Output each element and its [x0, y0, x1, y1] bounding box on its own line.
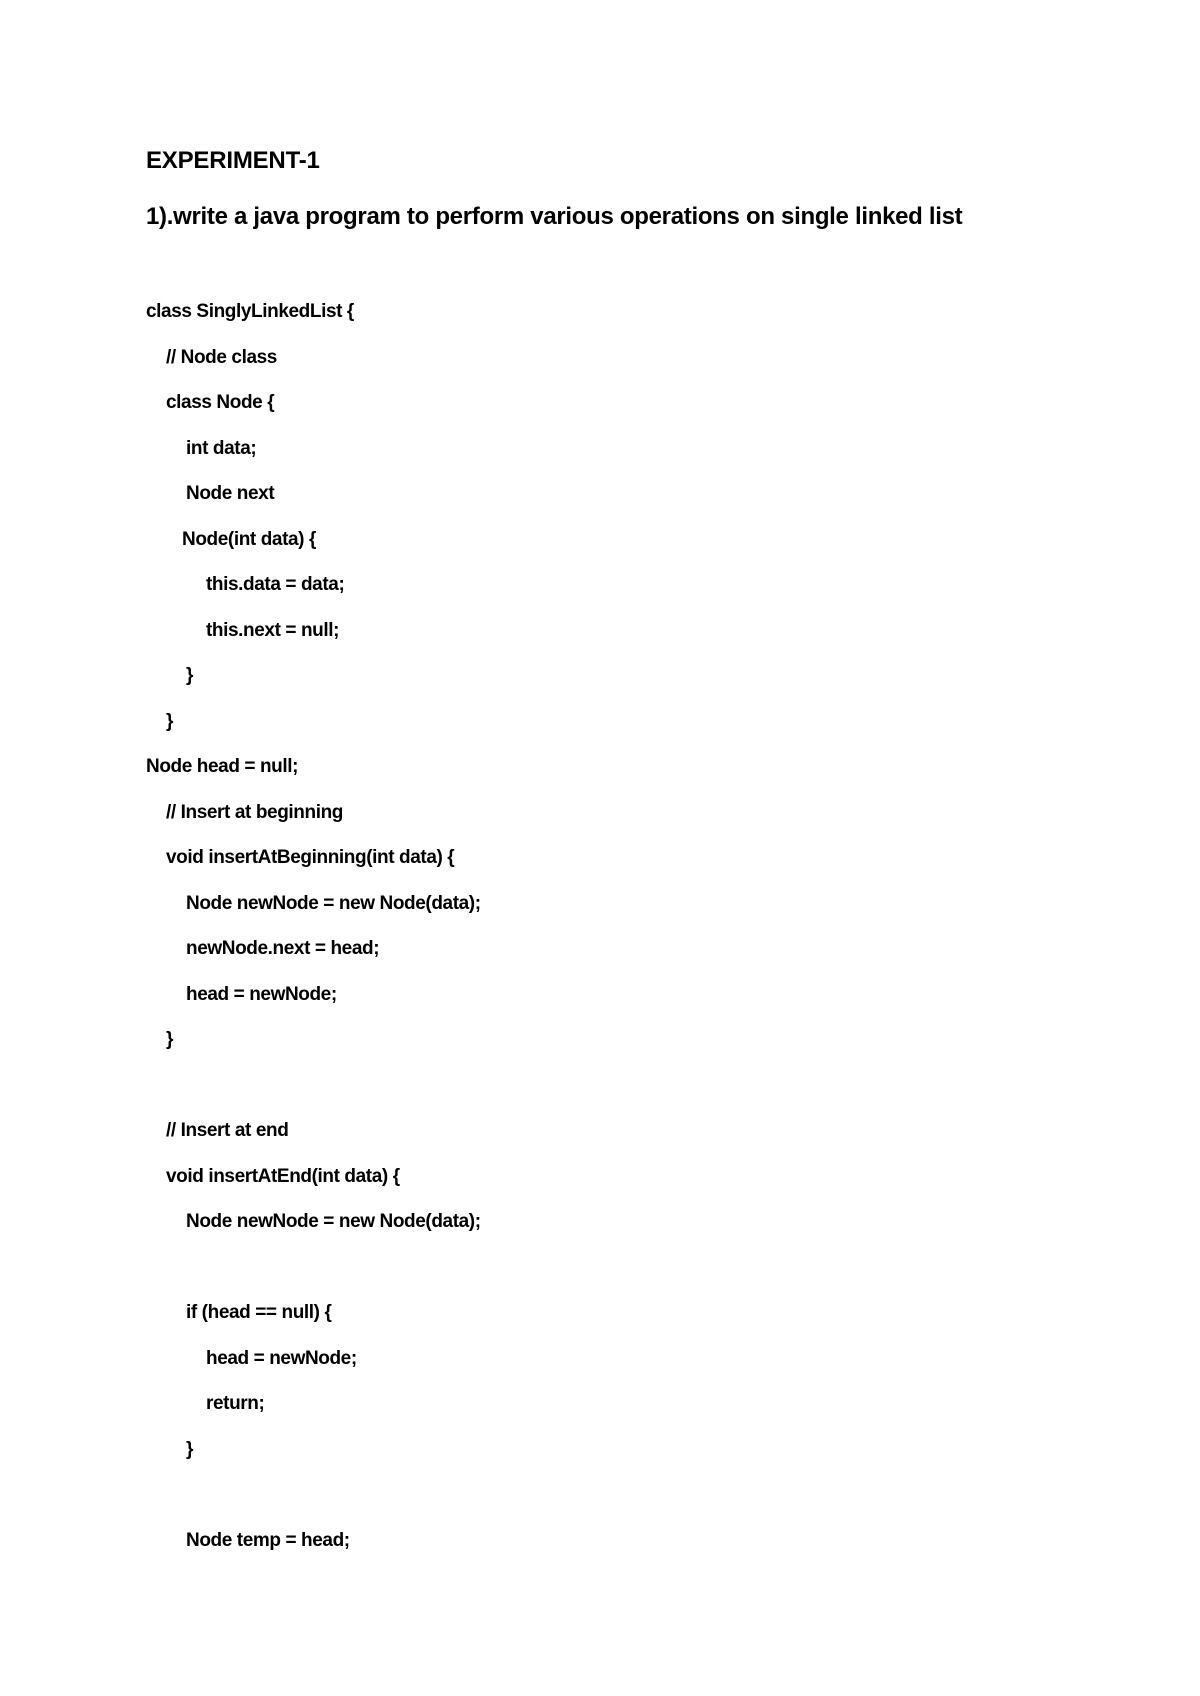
code-line: Node(int data) { — [182, 528, 316, 550]
question-text: 1).write a java program to perform various operations on single linked list — [146, 203, 963, 230]
code-blank-line — [146, 1074, 1146, 1120]
code-line: newNode.next = head; — [186, 938, 380, 959]
code-line: int data; — [186, 437, 257, 459]
code-line: } — [166, 710, 173, 732]
code-line: if (head == null) { — [186, 1302, 332, 1323]
code-line: this.next = null; — [206, 619, 340, 641]
code-line: // Insert at beginning — [166, 801, 343, 823]
code-line: } — [166, 1029, 173, 1050]
code-line: class Node { — [166, 392, 275, 413]
code-blank-line — [146, 1483, 1146, 1529]
code-line: Node next — [186, 483, 275, 504]
code-line: Node temp = head; — [186, 1529, 350, 1551]
code-line: Node newNode = new Node(data); — [186, 892, 481, 914]
code-line: void insertAtBeginning(int data) { — [166, 847, 455, 868]
code-line: } — [186, 665, 193, 686]
code-line: } — [186, 1438, 193, 1460]
code-line: head = newNode; — [206, 1347, 357, 1369]
code-line: // Insert at end — [166, 1120, 289, 1141]
code-line: this.data = data; — [206, 574, 345, 595]
code-blank-line — [146, 1256, 1146, 1302]
code-line: Node newNode = new Node(data); — [186, 1211, 481, 1232]
code-line: head = newNode; — [186, 983, 337, 1005]
experiment-heading: EXPERIMENT-1 — [146, 147, 320, 174]
code-line: void insertAtEnd(int data) { — [166, 1165, 400, 1187]
code-line: return; — [206, 1393, 265, 1414]
code-line: Node head = null; — [146, 756, 299, 777]
code-block — [146, 300, 1146, 1574]
code-line: class SinglyLinkedList { — [146, 301, 354, 322]
code-line: // Node class — [166, 346, 277, 368]
